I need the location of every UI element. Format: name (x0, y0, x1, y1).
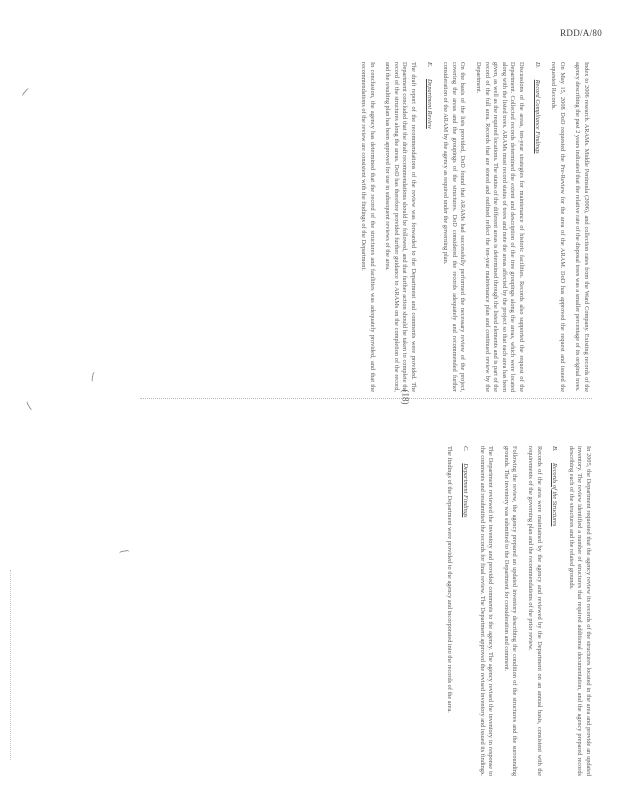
page-number: (18) (400, 389, 411, 405)
section-letter: D. (533, 62, 541, 69)
section-heading (532, 62, 541, 392)
body-paragraph: In conclusion, the agency has determined that the record of the structures and facilities was adequately provided, and that the recommendations of the review are consistent with the findings of the Department. (360, 62, 376, 392)
fold-line (140, 398, 592, 399)
upper-text-column (352, 62, 590, 392)
section-heading (424, 62, 433, 392)
section-letter: C. (462, 446, 470, 452)
scan-mark (119, 550, 130, 557)
document-id: RDD/A/80 (560, 28, 602, 38)
section-title: Record Compliance Findings (533, 79, 541, 154)
body-paragraph: Index to 2006 research. ARAMs. Middle Peninsula (2006), and collection rates from the Ward Company. Existing records of the agency describing the past 2 years indicated that the relative rate of the disposal trees was a smaller percentage of its original trees. (574, 62, 590, 392)
lower-text-column (438, 446, 592, 776)
section-heading (460, 446, 469, 776)
body-paragraph: Following the review, the agency prepared an updated inventory describing the condition of the structures and the surrounding grounds. The inventory was submitted to the Department for consideration and comment. (502, 446, 519, 776)
body-paragraph: The findings of the Department were provided to the agency and incorporated into the records of the area. (446, 446, 454, 713)
margin-dots (10, 570, 11, 760)
body-paragraph: On May 15, 2008 DoD requested the Pre-Review for the area of the ARAM. DoD has approved the request and issued the requested Records. (550, 62, 566, 392)
body-paragraph: In 2005, the Department requested that the agency review its records of the structures located in the area and provide an updated inventory. The review identified a number of structures that required additional documentation, and the agency prepared records describing each of the structures and the related grounds. (567, 446, 592, 776)
scan-mark (91, 372, 98, 383)
section-heading (550, 446, 559, 776)
section-letter: E. (425, 62, 433, 68)
body-paragraph: Records of the area were maintained by the agency and reviewed by the Department on an annual basis, consistent with the requirements of the governing plan and the recommendations of the prior review. (527, 446, 543, 776)
body-paragraph: On the basis of the lists provided, DoD found that ARAMs had successfully performed the necessary review of the project, covering the areas and the groupings of the structures. DoD considered the records adequately and recommended further consideration of the ARAM by the agency as required under the governing plan. (442, 62, 467, 392)
scan-mark (26, 399, 35, 410)
scan-mark (21, 88, 31, 99)
section-title: Records of the Structures (551, 463, 559, 527)
body-paragraph: The draft report of the recommendations of the review was forwarded to the Department and comments were provided. The Department concluded that the draft recommendations should be followed, and that further action should be taken to complete the record of the structures along the areas. DoD has therefore provided further guidance to ARAMs on the completion of the record, and the resulting plan has been approved for use in subsequent reviews of the area. (384, 62, 418, 392)
body-paragraph: The Department reviewed the inventory and provided comments to the agency. The agency revised the inventory in response to the comments and resubmitted the records for final review. The Department approved the revised inventory and issued its findings. (478, 446, 495, 776)
section-title: Department Review (425, 79, 433, 129)
section-letter: B. (551, 446, 559, 452)
section-title: Department Findings (462, 463, 470, 518)
body-paragraph: Discussions of the areas, ten-year strategies for maintenance of historic facilities. Records also supported the request of the Department. Collected records determined the extent and description of the tree groupings along the areas, which were located along with the listed trees. ARAMs must record status of trees and note the areas affected by the project so that each area has been given, as well as the required locations. The status of the different areas is determined through the listed elements and is part of the record of the full area. Records that are stored and outlined reflect the ten-year maintenance plan and continued review by the Department. (475, 62, 526, 392)
